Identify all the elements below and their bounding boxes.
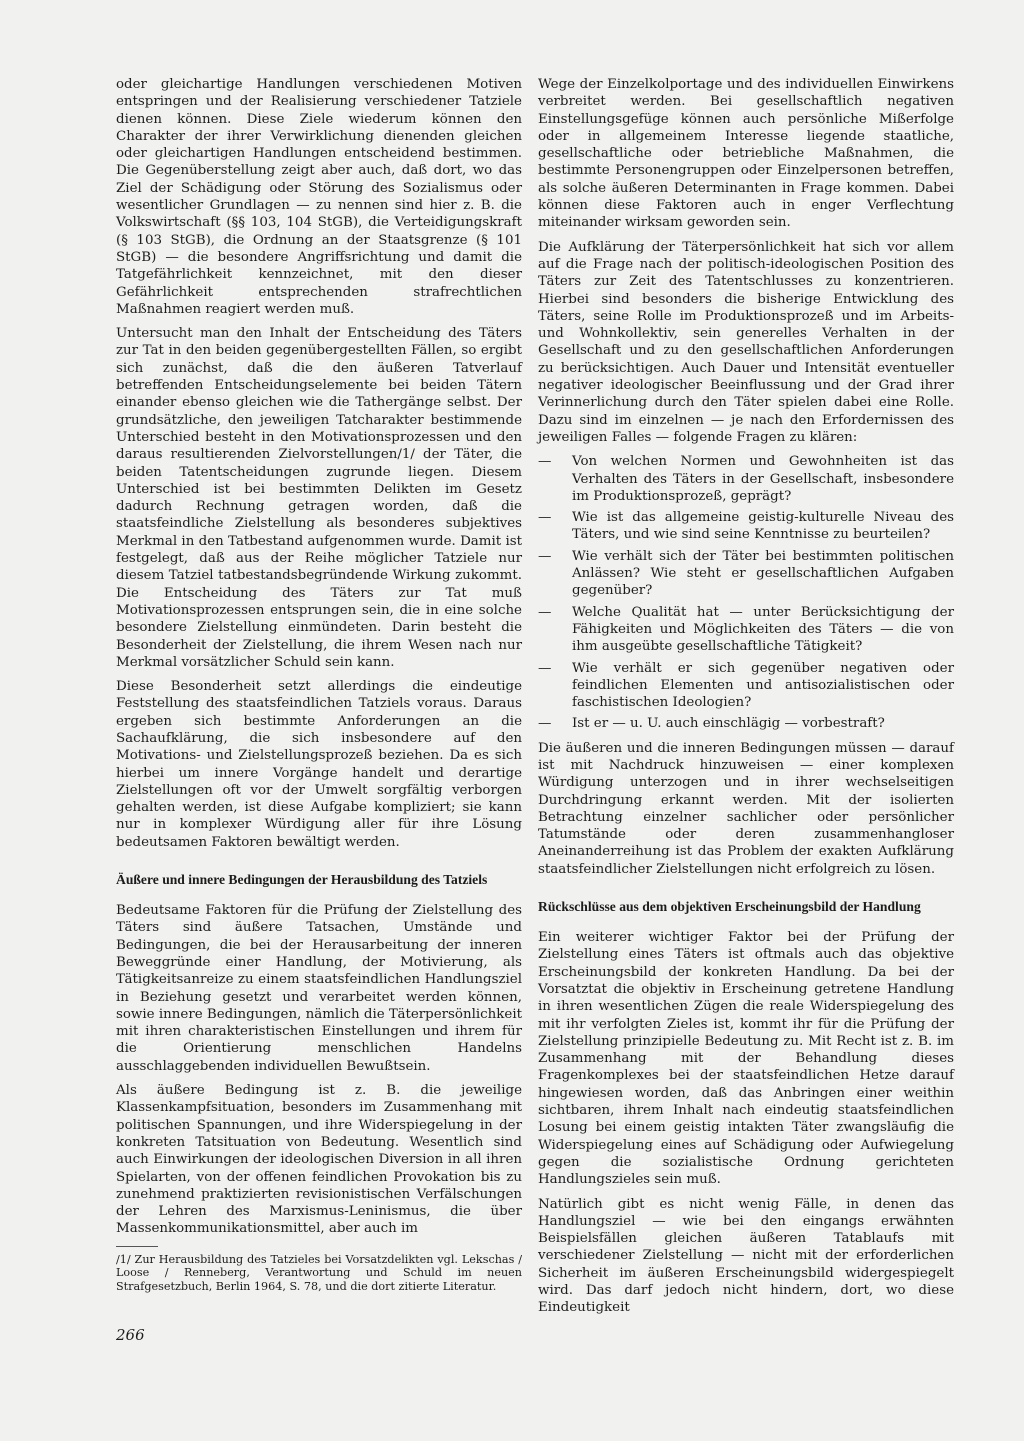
section-heading: Rückschlüsse aus dem objektiven Erscheinungsbild der Handlung: [538, 899, 921, 915]
dash-marker: —: [538, 510, 552, 526]
paragraph: Bedeutsame Faktoren für die Prüfung der Zielstellung des Täters sind äußere Tatsachen, Umstände und Bedingungen, die bei der Herausarbeitung der inneren Beweggründe einer Handlung, der Motivierung, als Tätigkeitsanreize zu einem staatsfeindlichen Handlungsziel in Beziehung gesetzt und verarbeitet werden können, sowie innere Bedingungen, nämlich die Täterpersönlichkeit mit ihren charakteristischen Einstellungen und ihrem für die Orientierung menschlichen Handelns ausschlaggebenden individuellen Bewußtsein.: [116, 903, 522, 1074]
list-item-text: Wie verhält sich der Täter bei bestimmten politischen Anlässen? Wie steht er gesellschaftlichen Aufgaben gegenüber?: [572, 548, 954, 599]
question-list: [538, 453, 954, 732]
page-number: 266: [116, 1326, 145, 1344]
dash-marker: —: [538, 604, 552, 620]
paragraph: Als äußere Bedingung ist z. B. die jeweilige Klassenkampfsituation, besonders im Zusammenhang mit politischen Spannungen, und ihre Widerspiegelung in der konkreten Tatsituation von Bedeutung. Wesentlich sind auch Einwirkungen der ideologischen Diversion in all ihren Spielarten, von der offenen feindlichen Provokation bis zu zunehmend praktizierten revisionistischen Verfälschungen der Lehren des Marxismus-Leninismus, die über Massenkommunikationsmittel, aber auch im: [116, 1083, 522, 1237]
right-column: [538, 76, 954, 1324]
dash-marker: —: [538, 454, 552, 470]
paragraph: Die äußeren und die inneren Bedingungen müssen — darauf ist mit Nachdruck hinzuweisen — einer komplexen Würdigung unterzogen und in ihrer wechselseitigen Durchdringung erkannt werden. Mit der isolierten Betrachtung einzelner sachlicher oder persönlicher Tatumstände oder deren zusammenhangloser Aneinanderreihung ist das Problem der exakten Aufklärung staatsfeindlicher Zielstellungen nicht erfolgreich zu lösen.: [538, 740, 954, 877]
section-heading: Äußere und innere Bedingungen der Herausbildung des Tatziels: [116, 872, 488, 888]
list-item: [538, 548, 954, 600]
list-item: [538, 715, 954, 732]
list-item: [538, 660, 954, 712]
dash-marker: —: [538, 548, 552, 564]
footnote-divider: [116, 1246, 158, 1247]
list-item: [538, 509, 954, 544]
paragraph: Wege der Einzelkolportage und des individuellen Einwirkens verbreitet werden. Bei gesellschaftlich negativen Einstellungsgefüge können auch persönliche Mißerfolge oder in allgemeinem Interesse liegende staatliche, gesellschaftliche oder betriebliche Maßnahmen, die bestimmte Personengruppen oder Einzelpersonen betreffen, als solche äußeren Determinanten in Frage kommen. Dabei können diese Faktoren auch in enger Verflechtung miteinander wirksam geworden sein.: [538, 77, 954, 231]
left-column: [116, 76, 522, 1293]
list-item-text: Wie verhält er sich gegenüber negativen oder feindlichen Elementen und antisozialistischen oder faschistischen Ideologien?: [572, 660, 954, 711]
dash-marker: —: [538, 716, 552, 732]
paragraph: Ein weiterer wichtiger Faktor bei der Prüfung der Zielstellung eines Täters ist oftmals auch das objektive Erscheinungsbild der konkreten Handlung. Da bei der Vorsatztat die objektiv in Erscheinung getretene Handlung in ihren wesentlichen Zügen die reale Widerspiegelung des mit ihr verfolgten Zieles ist, kommt ihr für die Prüfung der Zielstellung prinzipielle Bedeutung zu. Mit Recht ist z. B. im Zusammenhang mit der Behandlung dieses Fragenkomplexes bei der staatsfeindlichen Hetze darauf hingewiesen worden, daß das Anbringen einer weithin sichtbaren, ihrem Inhalt nach eindeutig staatsfeindlichen Losung bei einem geistig intakten Täter zwangsläufig die Widerspiegelung eines auf Schädigung oder Aufwiegelung gegen die sozialistische Ordnung gerichteten Handlungszieles sein muß.: [538, 930, 954, 1188]
paragraph: Die Aufklärung der Täterpersönlichkeit hat sich vor allem auf die Frage nach der politisch-ideologischen Position des Täters zur Zeit des Tatentschlusses zu konzentrieren. Hierbei sind besonders die bisherige Entwicklung des Täters, seine Rolle im Produktionsprozeß und im Arbeits- und Wohnkollektiv, sein generelles Verhalten in der Gesellschaft und zu den gesellschaftlichen Anforderungen zu berücksichtigen. Auch Dauer und Intensität eventueller negativer ideologischer Beeinflussung und der Grad ihrer Verinnerlichung durch den Täter spielen dabei eine Rolle. Dazu sind im einzelnen — je nach den Erfordernissen des jeweiligen Falles — folgende Fragen zu klären:: [538, 239, 954, 445]
paragraph: Natürlich gibt es nicht wenig Fälle, in denen das Handlungsziel — wie bei den eingangs erwähnten Beispielsfällen gleichen äußeren Tatablaufs mit verschiedener Zielstellung — nicht mit der erforderlichen Sicherheit im äußeren Erscheinungsbild widergespiegelt wird. Das darf jedoch nicht hindern, dort, wo diese Eindeutigkeit: [538, 1196, 954, 1316]
paragraph: oder gleichartige Handlungen verschiedenen Motiven entspringen und der Realisierung verschiedener Tatziele dienen können. Diese Ziele wiederum können den Charakter der ihrer Verwirklichung dienenden gleichen oder gleichartigen Handlungen entscheidend bestimmen. Die Gegenüberstellung zeigt aber auch, daß dort, wo das Ziel der Schädigung oder Störung des Sozialismus oder wesentlicher Grundlagen — zu nennen sind hier z. B. die Volkswirtschaft (§§ 103, 104 StGB), die Verteidigungskraft (§ 103 StGB), die Ordnung an der Staatsgrenze (§ 101 StGB) — die besondere Angriffsrichtung und damit die Tatgefährlichkeit kennzeichnet, mit den dieser Gefährlichkeit entsprechenden strafrechtlichen Maßnahmen reagiert werden muß.: [116, 77, 522, 317]
paragraph: Untersucht man den Inhalt der Entscheidung des Täters zur Tat in den beiden gegenübergestellten Fällen, so ergibt sich zunächst, daß die den äußeren Tatverlauf betreffenden Entscheidungselemente bei beiden Tätern einander ebenso gleichen wie die Tathergänge selbst. Der grundsätzliche, den jeweiligen Tatcharakter bestimmende Unterschied besteht in den Motivationsprozessen und den daraus resultierenden Zielvorstellungen/1/ der Täter, die beiden Tatentscheidungen zugrunde liegen. Diesem Unterschied ist bei bestimmten Delikten im Gesetz dadurch Rechnung getragen worden, daß die staatsfeindliche Zielstellung als besonderes subjektives Merkmal in den Tatbestand aufgenommen wurde. Damit ist festgelegt, daß aus der Reihe möglicher Tatziele nur diesem Tatziel tatbestandsbegründende Wirkung zukommt. Die Entscheidung des Täters zur Tat muß Motivationsprozessen entsprungen sein, die in eine solche besondere Zielstellung einmündeten. Darin besteht die Besonderheit der Zielstellung, die ihrem Wesen nach nur Merkmal vorsätzlicher Schuld sein kann.: [116, 326, 522, 670]
dash-marker: —: [538, 660, 552, 676]
list-item-text: Wie ist das allgemeine geistig-kulturelle Niveau des Täters, und wie sind seine Kenntnisse zu beurteilen?: [572, 510, 954, 543]
list-item: [538, 604, 954, 656]
list-item-text: Von welchen Normen und Gewohnheiten ist das Verhalten des Täters in der Gesellschaft, insbesondere im Produktionsprozeß, geprägt?: [572, 454, 954, 504]
list-item-text: Ist er — u. U. auch einschlägig — vorbestraft?: [572, 716, 885, 732]
list-item-text: Welche Qualität hat — unter Berücksichtigung der Fähigkeiten und Möglichkeiten des Täters — die von ihm ausgeübte gesellschaftliche Tätigkeit?: [572, 604, 954, 655]
footnote: /1/ Zur Herausbildung des Tatzieles bei Vorsatzdelikten vgl. Lekschas / Loose / Renneberg, Verantwortung und Schuld im neuen Strafgesetzbuch, Berlin 1964, S. 78, und die dort zitierte Literatur.: [116, 1252, 522, 1293]
list-item: [538, 453, 954, 505]
paragraph: Diese Besonderheit setzt allerdings die eindeutige Feststellung des staatsfeindlichen Tatziels voraus. Daraus ergeben sich bestimmte Anforderungen an die Sachaufklärung, die sich insbesondere auf den Motivations- und Zielstellungsprozeß beziehen. Da es sich hierbei um innere Vorgänge handelt und derartige Zielstellungen oft vor der Umwelt sorgfältig verborgen gehalten werden, ist diese Aufgabe kompliziert; sie kann nur in komplexer Würdigung aller für ihre Lösung bedeutsamen Faktoren bewältigt werden.: [116, 679, 522, 850]
